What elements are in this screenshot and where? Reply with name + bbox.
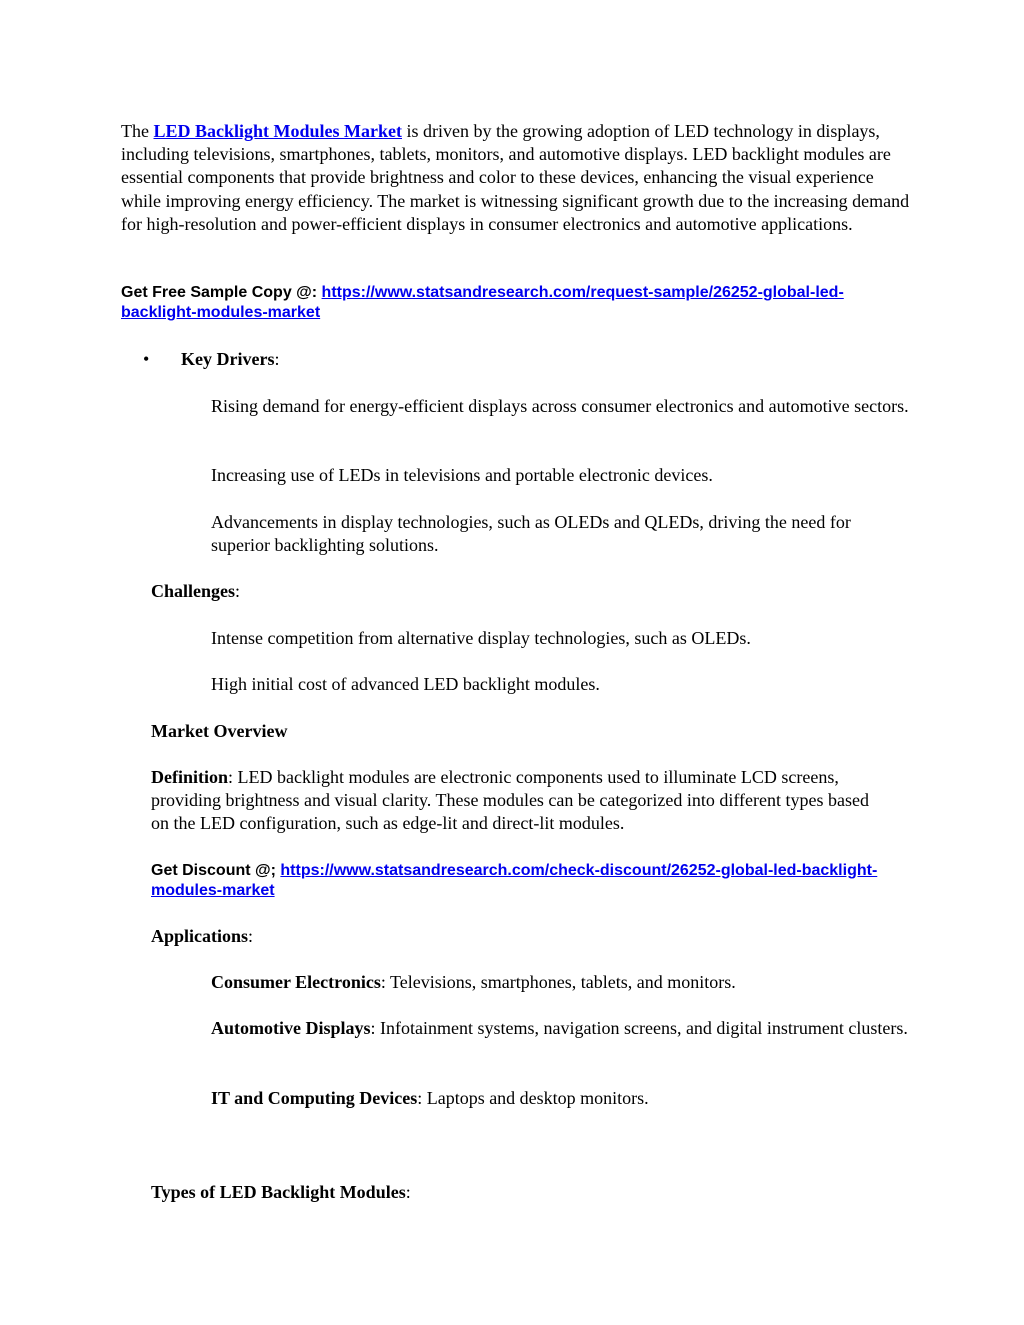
key-drivers-heading: Key Drivers: [181, 349, 280, 369]
intro-text: is driven by the growing adoption of LED technology in displays, including televisions, smartphones, tablets, monitors, and automotive displays. LED backlight modules are essential components that provide brightness and color to these devices, enhancing the visual experience while improving energy efficiency. The market is witnessing significant growth due to the increasing demand for high-resolution and power-efficient displays in consumer electronics and automotive applications. [121, 121, 910, 234]
bullet-icon: • [143, 349, 150, 369]
application-item: Automotive Displays: Infotainment systems, navigation screens, and digital instrument clusters. [211, 1018, 908, 1038]
challenge-item: High initial cost of advanced LED backlight modules. [211, 674, 600, 694]
discount-label: Get Discount @; [151, 862, 281, 879]
key-driver-item: Increasing use of LEDs in televisions and portable electronic devices. [211, 465, 713, 485]
market-link[interactable]: LED Backlight Modules Market [153, 121, 402, 141]
intro-prefix: The [121, 121, 154, 141]
definition-text: : LED backlight modules are electronic components used to illuminate LCD screens, providing brightness and visual clarity. These modules can be categorized into different types based on the LED configuration, such as edge-lit and direct-lit modules. [151, 767, 869, 834]
application-item: Consumer Electronics: Televisions, smartphones, tablets, and monitors. [211, 972, 736, 992]
discount-link[interactable]: https://www.statsandresearch.com/check-discount/26252-global-led-backlight-modules-market [151, 862, 878, 899]
sample-copy-label: Get Free Sample Copy @: [121, 284, 322, 301]
definition-paragraph [151, 766, 871, 836]
discount-line [151, 861, 921, 901]
sample-copy-link[interactable]: https://www.statsandresearch.com/request-sample/26252-global-led-backlight-modules-market [121, 284, 844, 321]
definition-label: Definition [151, 767, 229, 787]
challenges-heading: Challenges: [151, 581, 241, 601]
application-item: IT and Computing Devices: Laptops and desktop monitors. [211, 1088, 649, 1108]
challenge-item: Intense competition from alternative display technologies, such as OLEDs. [211, 628, 751, 648]
key-driver-item: Advancements in display technologies, such as OLEDs and QLEDs, driving the need for superior backlighting solutions. [211, 512, 851, 556]
key-driver-item: Rising demand for energy-efficient displays across consumer electronics and automotive sectors. [211, 396, 909, 416]
market-overview-heading: Market Overview [151, 721, 288, 741]
applications-heading: Applications: [151, 926, 254, 946]
types-heading: Types of LED Backlight Modules: [151, 1182, 411, 1202]
sample-copy-line [121, 283, 911, 323]
intro-paragraph [121, 120, 911, 236]
